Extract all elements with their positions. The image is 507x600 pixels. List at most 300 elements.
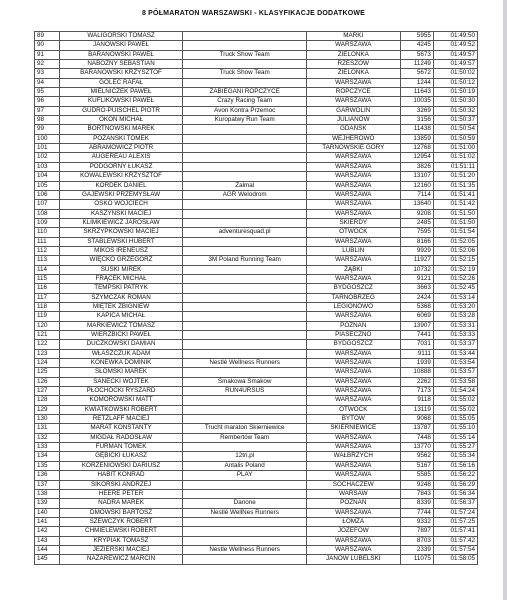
bib-number-cell: 9118 xyxy=(400,396,433,405)
runner-name-cell: MARAT KONSTANTY xyxy=(59,424,183,433)
place-cell: 100 xyxy=(35,134,60,143)
table-row xyxy=(35,265,478,274)
bib-number-cell: 13119 xyxy=(400,405,433,414)
city-cell: BYDGOSZCZ xyxy=(307,284,401,293)
runner-name-cell: NABOŻNY SEBASTIAN xyxy=(59,60,183,69)
finish-time-cell: 01:58:05 xyxy=(433,555,477,564)
bib-number-cell: 13640 xyxy=(400,200,433,209)
city-cell: BYTÓW xyxy=(307,415,401,424)
table-row xyxy=(35,517,478,526)
team-cell xyxy=(183,200,307,209)
city-cell: ZĄBKI xyxy=(307,265,401,274)
city-cell: WARSZAWA xyxy=(307,508,401,517)
table-row xyxy=(35,377,478,386)
team-cell xyxy=(183,368,307,377)
finish-time-cell: 01:51:20 xyxy=(433,172,477,181)
team-cell: 3M Poland Running Team xyxy=(183,256,307,265)
runner-name-cell: GAJEWSKI PRZEMYSŁAW xyxy=(59,190,183,199)
finish-time-cell: 01:52:15 xyxy=(433,256,477,265)
team-cell: Nestlé Wellness Runners xyxy=(183,359,307,368)
city-cell: POZNAŃ xyxy=(307,499,401,508)
team-cell xyxy=(183,349,307,358)
team-cell: PLAY xyxy=(183,471,307,480)
team-cell xyxy=(183,265,307,274)
table-row xyxy=(35,302,478,311)
table-row xyxy=(35,321,478,330)
runner-name-cell: MARKIEWICZ TOMASZ xyxy=(59,321,183,330)
table-row xyxy=(35,162,478,171)
table-row xyxy=(35,471,478,480)
finish-time-cell: 01:55:02 xyxy=(433,396,477,405)
bib-number-cell: 5955 xyxy=(400,32,433,41)
bib-number-cell: 2485 xyxy=(400,218,433,227)
city-cell: WARSZAWA xyxy=(307,377,401,386)
city-cell: WARSZAWA xyxy=(307,78,401,87)
bib-number-cell: 11643 xyxy=(400,88,433,97)
city-cell: WARSZAWA xyxy=(307,190,401,199)
city-cell: JÓZEFÓW xyxy=(307,527,401,536)
city-cell: WARSZAWA xyxy=(307,396,401,405)
bib-number-cell: 10732 xyxy=(400,265,433,274)
place-cell: 128 xyxy=(35,396,60,405)
finish-time-cell: 01:50:32 xyxy=(433,106,477,115)
table-row xyxy=(35,256,478,265)
city-cell: TARNOBRZEG xyxy=(307,293,401,302)
runner-name-cell: NAZAREWICZ MARCIN xyxy=(59,555,183,564)
finish-time-cell: 01:56:22 xyxy=(433,471,477,480)
city-cell: SKIERDY xyxy=(307,218,401,227)
team-cell: Truck Show Team xyxy=(183,69,307,78)
team-cell: AGR Welodrom xyxy=(183,190,307,199)
table-row xyxy=(35,60,478,69)
team-cell xyxy=(183,293,307,302)
table-row xyxy=(35,359,478,368)
team-cell xyxy=(183,480,307,489)
city-cell: WARSZAWA xyxy=(307,387,401,396)
finish-time-cell: 01:49:57 xyxy=(433,50,477,59)
finish-time-cell: 01:50:37 xyxy=(433,116,477,125)
bib-number-cell: 3826 xyxy=(400,162,433,171)
team-cell xyxy=(183,555,307,564)
runner-name-cell: WIĘCKO GRZEGORZ xyxy=(59,256,183,265)
bib-number-cell: 3663 xyxy=(400,284,433,293)
team-cell: Antalis Poland xyxy=(183,461,307,470)
team-cell xyxy=(183,153,307,162)
city-cell: WARSZAWA xyxy=(307,274,401,283)
team-cell: Rembertów Team xyxy=(183,433,307,442)
city-cell: WARSZAWA xyxy=(307,359,401,368)
viewer-scrollbar[interactable] xyxy=(503,0,507,600)
finish-time-cell: 01:50:59 xyxy=(433,134,477,143)
table-row xyxy=(35,387,478,396)
finish-time-cell: 01:51:02 xyxy=(433,153,477,162)
team-cell: ZABIEGANI ROPCZYCE xyxy=(183,88,307,97)
runner-name-cell: KWIATKOWSKI ROBERT xyxy=(59,405,183,414)
place-cell: 106 xyxy=(35,190,60,199)
runner-name-cell: KAPICA MICHAŁ xyxy=(59,312,183,321)
city-cell: WARSZAWA xyxy=(307,545,401,554)
table-row xyxy=(35,274,478,283)
team-cell: Smakowa Smakow xyxy=(183,377,307,386)
runner-name-cell: GUDRO-PUISCHEL PIOTR xyxy=(59,106,183,115)
city-cell: MARKI xyxy=(307,32,401,41)
runner-name-cell: PŁOCHOCKI RYSZARD xyxy=(59,387,183,396)
runner-name-cell: GĘBICKI ŁUKASZ xyxy=(59,452,183,461)
place-cell: 142 xyxy=(35,527,60,536)
team-cell xyxy=(183,489,307,498)
table-row xyxy=(35,331,478,340)
place-cell: 134 xyxy=(35,452,60,461)
table-row xyxy=(35,443,478,452)
runner-name-cell: KRYPIAK TOMASZ xyxy=(59,536,183,545)
finish-time-cell: 01:56:34 xyxy=(433,489,477,498)
table-row xyxy=(35,50,478,59)
team-cell: Nestle Wellness Runners xyxy=(183,545,307,554)
table-row xyxy=(35,461,478,470)
table-row xyxy=(35,246,478,255)
city-cell: POZNAŃ xyxy=(307,321,401,330)
table-row xyxy=(35,228,478,237)
bib-number-cell: 7744 xyxy=(400,508,433,517)
table-row xyxy=(35,78,478,87)
finish-time-cell: 01:51:35 xyxy=(433,181,477,190)
place-cell: 113 xyxy=(35,256,60,265)
table-row xyxy=(35,237,478,246)
place-cell: 114 xyxy=(35,265,60,274)
team-cell: Truck Show Team xyxy=(183,50,307,59)
team-cell: Danone xyxy=(183,499,307,508)
place-cell: 95 xyxy=(35,88,60,97)
team-cell xyxy=(183,246,307,255)
runner-name-cell: HABIT KONRAD xyxy=(59,471,183,480)
runner-name-cell: MIKOS IRENEUSZ xyxy=(59,246,183,255)
team-cell xyxy=(183,331,307,340)
table-row xyxy=(35,116,478,125)
runner-name-cell: DUCZKOWSKI DAMIAN xyxy=(59,340,183,349)
table-row xyxy=(35,41,478,50)
city-cell: LUBLIN xyxy=(307,246,401,255)
city-cell: TARNOWSKIE GÓRY xyxy=(307,144,401,153)
city-cell: WEJHEROWO xyxy=(307,134,401,143)
runner-name-cell: SKRZYPKOWSKI MACIEJ xyxy=(59,228,183,237)
runner-name-cell: MIGDAŁ RADOSŁAW xyxy=(59,433,183,442)
place-cell: 109 xyxy=(35,218,60,227)
place-cell: 118 xyxy=(35,302,60,311)
bib-number-cell: 6069 xyxy=(400,312,433,321)
table-row xyxy=(35,218,478,227)
team-cell: Żalmal xyxy=(183,181,307,190)
city-cell: WARSZAWA xyxy=(307,433,401,442)
finish-time-cell: 01:50:30 xyxy=(433,97,477,106)
team-cell xyxy=(183,527,307,536)
team-cell xyxy=(183,536,307,545)
runner-name-cell: FURMAN TOMEK xyxy=(59,443,183,452)
team-cell xyxy=(183,274,307,283)
table-row xyxy=(35,293,478,302)
table-row xyxy=(35,144,478,153)
bib-number-cell: 8166 xyxy=(400,237,433,246)
place-cell: 115 xyxy=(35,274,60,283)
table-row xyxy=(35,200,478,209)
bib-number-cell: 11927 xyxy=(400,256,433,265)
place-cell: 124 xyxy=(35,359,60,368)
place-cell: 102 xyxy=(35,153,60,162)
table-row xyxy=(35,396,478,405)
city-cell: LEGIONOWO xyxy=(307,302,401,311)
finish-time-cell: 01:53:33 xyxy=(433,331,477,340)
place-cell: 140 xyxy=(35,508,60,517)
table-row xyxy=(35,284,478,293)
runner-name-cell: OKON MICHAŁ xyxy=(59,116,183,125)
runner-name-cell: MIELNICZEK PAWEŁ xyxy=(59,88,183,97)
bib-number-cell: 1939 xyxy=(400,359,433,368)
team-cell: adventuresquad.pl xyxy=(183,228,307,237)
city-cell: WARSZAWA xyxy=(307,172,401,181)
bib-number-cell: 2262 xyxy=(400,377,433,386)
place-cell: 139 xyxy=(35,499,60,508)
bib-number-cell: 9111 xyxy=(400,349,433,358)
team-cell: RUN4URSUS xyxy=(183,387,307,396)
table-row xyxy=(35,545,478,554)
finish-time-cell: 01:54:24 xyxy=(433,387,477,396)
runner-name-cell: KOWALEWSKI KRZYSZTOF xyxy=(59,172,183,181)
bib-number-cell: 7897 xyxy=(400,527,433,536)
finish-time-cell: 01:49:50 xyxy=(433,32,477,41)
runner-name-cell: SANECKI WOJTEK xyxy=(59,377,183,386)
team-cell: Trucht maraton Skierniewice xyxy=(183,424,307,433)
runner-name-cell: KORDEK DANIEL xyxy=(59,181,183,190)
finish-time-cell: 01:53:37 xyxy=(433,340,477,349)
place-cell: 145 xyxy=(35,555,60,564)
bib-number-cell: 9332 xyxy=(400,517,433,526)
runner-name-cell: JEZIERSKI MACIEJ xyxy=(59,545,183,554)
table-row xyxy=(35,69,478,78)
runner-name-cell: OŚKO WOJCIECH xyxy=(59,200,183,209)
finish-time-cell: 01:50:19 xyxy=(433,88,477,97)
finish-time-cell: 01:55:02 xyxy=(433,405,477,414)
city-cell: WARSZAWA xyxy=(307,41,401,50)
bib-number-cell: 9208 xyxy=(400,209,433,218)
bib-number-cell: 9562 xyxy=(400,452,433,461)
table-row xyxy=(35,209,478,218)
bib-number-cell: 9121 xyxy=(400,274,433,283)
place-cell: 127 xyxy=(35,387,60,396)
bib-number-cell: 3269 xyxy=(400,106,433,115)
finish-time-cell: 01:52:26 xyxy=(433,274,477,283)
place-cell: 94 xyxy=(35,78,60,87)
city-cell: ROPCZYCE xyxy=(307,88,401,97)
team-cell xyxy=(183,60,307,69)
finish-time-cell: 01:55:05 xyxy=(433,415,477,424)
finish-time-cell: 01:57:42 xyxy=(433,536,477,545)
bib-number-cell: 10035 xyxy=(400,97,433,106)
bib-number-cell: 7173 xyxy=(400,387,433,396)
results-table-body xyxy=(35,32,478,565)
bib-number-cell: 5585 xyxy=(400,471,433,480)
bib-number-cell: 13787 xyxy=(400,424,433,433)
finish-time-cell: 01:53:58 xyxy=(433,377,477,386)
runner-name-cell: KUFLIKOWSKI PAWEŁ xyxy=(59,97,183,106)
place-cell: 133 xyxy=(35,443,60,452)
table-row xyxy=(35,125,478,134)
runner-name-cell: ABRAMOWICZ PIOTR xyxy=(59,144,183,153)
runner-name-cell: BARANOWSKI PAWEŁ xyxy=(59,50,183,59)
team-cell xyxy=(183,517,307,526)
finish-time-cell: 01:55:34 xyxy=(433,452,477,461)
runner-name-cell: WŁASZCZUK ADAM xyxy=(59,349,183,358)
place-cell: 123 xyxy=(35,349,60,358)
city-cell: WARSZAWA xyxy=(307,237,401,246)
table-row xyxy=(35,405,478,414)
place-cell: 112 xyxy=(35,246,60,255)
runner-name-cell: FRĄCEK MICHAŁ xyxy=(59,274,183,283)
city-cell: WARSZAWA xyxy=(307,368,401,377)
runner-name-cell: BARANOWSKI KRZYSZTOF xyxy=(59,69,183,78)
city-cell: PIASECZNO xyxy=(307,331,401,340)
runner-name-cell: STABLEWSKI HUBERT xyxy=(59,237,183,246)
bib-number-cell: 11249 xyxy=(400,60,433,69)
table-row xyxy=(35,424,478,433)
runner-name-cell: JANOWSKI PAWEŁ xyxy=(59,41,183,50)
city-cell: WARSZAWA xyxy=(307,162,401,171)
bib-number-cell: 7441 xyxy=(400,331,433,340)
table-row xyxy=(35,181,478,190)
bib-number-cell: 2424 xyxy=(400,293,433,302)
table-row xyxy=(35,452,478,461)
team-cell: 12tri.pl xyxy=(183,452,307,461)
place-cell: 93 xyxy=(35,69,60,78)
runner-name-cell: NADRA MAREK xyxy=(59,499,183,508)
bib-number-cell: 3156 xyxy=(400,116,433,125)
city-cell: SKIERNIEWICE xyxy=(307,424,401,433)
finish-time-cell: 01:53:54 xyxy=(433,359,477,368)
bib-number-cell: 7114 xyxy=(400,190,433,199)
city-cell: WARSAW xyxy=(307,489,401,498)
place-cell: 138 xyxy=(35,489,60,498)
table-row xyxy=(35,536,478,545)
table-row xyxy=(35,527,478,536)
finish-time-cell: 01:51:41 xyxy=(433,190,477,199)
finish-time-cell: 01:51:54 xyxy=(433,228,477,237)
bib-number-cell: 9248 xyxy=(400,480,433,489)
place-cell: 91 xyxy=(35,50,60,59)
place-cell: 97 xyxy=(35,106,60,115)
finish-time-cell: 01:53:57 xyxy=(433,368,477,377)
city-cell: OTWOCK xyxy=(307,405,401,414)
team-cell xyxy=(183,162,307,171)
place-cell: 144 xyxy=(35,545,60,554)
city-cell: JANÓW LUBELSKI xyxy=(307,555,401,564)
place-cell: 132 xyxy=(35,433,60,442)
bib-number-cell: 10888 xyxy=(400,368,433,377)
team-cell xyxy=(183,321,307,330)
city-cell: WARSZAWA xyxy=(307,181,401,190)
finish-time-cell: 01:52:45 xyxy=(433,284,477,293)
runner-name-cell: POZANSKI TOMEK xyxy=(59,134,183,143)
city-cell: RZESZÓW xyxy=(307,60,401,69)
finish-time-cell: 01:55:27 xyxy=(433,443,477,452)
bib-number-cell: 13859 xyxy=(400,134,433,143)
runner-name-cell: PODGÓRNY ŁUKASZ xyxy=(59,162,183,171)
document-title: 8 PÓŁMARATON WARSZAWSKI - KLASYFIKACJE DODATKOWE xyxy=(141,10,366,17)
finish-time-cell: 01:51:50 xyxy=(433,209,477,218)
place-cell: 126 xyxy=(35,377,60,386)
finish-time-cell: 01:53:31 xyxy=(433,321,477,330)
table-row xyxy=(35,480,478,489)
runner-name-cell: SIKORSKI ANDRZEJ xyxy=(59,480,183,489)
city-cell: SOCHACZEW xyxy=(307,480,401,489)
results-table xyxy=(34,31,478,565)
table-row xyxy=(35,106,478,115)
team-cell xyxy=(183,405,307,414)
city-cell: ZIELONKA xyxy=(307,50,401,59)
city-cell: WARSZAWA xyxy=(307,153,401,162)
bib-number-cell: 11438 xyxy=(400,125,433,134)
finish-time-cell: 01:53:28 xyxy=(433,312,477,321)
finish-time-cell: 01:50:12 xyxy=(433,78,477,87)
table-row xyxy=(35,499,478,508)
city-cell: JULIANÓW xyxy=(307,116,401,125)
city-cell: GARWOLIN xyxy=(307,106,401,115)
bib-number-cell: 5672 xyxy=(400,69,433,78)
team-cell xyxy=(183,32,307,41)
city-cell: WARSZAWA xyxy=(307,312,401,321)
team-cell xyxy=(183,340,307,349)
city-cell: OTWOCK xyxy=(307,228,401,237)
city-cell: GDAŃSK xyxy=(307,125,401,134)
city-cell: ŁOMŻA xyxy=(307,517,401,526)
team-cell xyxy=(183,41,307,50)
city-cell: WARSZAWA xyxy=(307,471,401,480)
runner-name-cell: KOMOROWSKI MATT xyxy=(59,396,183,405)
table-row xyxy=(35,415,478,424)
finish-time-cell: 01:56:37 xyxy=(433,499,477,508)
table-row xyxy=(35,555,478,564)
runner-name-cell: AUGEREAU ALEXIS xyxy=(59,153,183,162)
place-cell: 99 xyxy=(35,125,60,134)
finish-time-cell: 01:51:11 xyxy=(433,162,477,171)
bib-number-cell: 2339 xyxy=(400,545,433,554)
finish-time-cell: 01:50:54 xyxy=(433,125,477,134)
bib-number-cell: 9929 xyxy=(400,246,433,255)
runner-name-cell: DMOWSKI BARTOSZ xyxy=(59,508,183,517)
city-cell: BYDGOSZCZ xyxy=(307,340,401,349)
runner-name-cell: KLIMKIEWICZ JAROSŁAW xyxy=(59,218,183,227)
place-cell: 129 xyxy=(35,405,60,414)
city-cell: WARSZAWA xyxy=(307,349,401,358)
runner-name-cell: SZEWCZYK ROBERT xyxy=(59,517,183,526)
bib-number-cell: 12160 xyxy=(400,181,433,190)
bib-number-cell: 13107 xyxy=(400,172,433,181)
place-cell: 120 xyxy=(35,321,60,330)
place-cell: 141 xyxy=(35,517,60,526)
place-cell: 136 xyxy=(35,471,60,480)
place-cell: 117 xyxy=(35,293,60,302)
finish-time-cell: 01:53:44 xyxy=(433,349,477,358)
place-cell: 111 xyxy=(35,237,60,246)
finish-time-cell: 01:51:00 xyxy=(433,144,477,153)
team-cell xyxy=(183,144,307,153)
place-cell: 90 xyxy=(35,41,60,50)
team-cell: Avon Kontra Przemoc xyxy=(183,106,307,115)
table-row xyxy=(35,508,478,517)
team-cell: Nestlé WellNes Runners xyxy=(183,508,307,517)
bib-number-cell: 12768 xyxy=(400,144,433,153)
finish-time-cell: 01:55:10 xyxy=(433,424,477,433)
place-cell: 119 xyxy=(35,312,60,321)
city-cell: WARSZAWA xyxy=(307,97,401,106)
place-cell: 105 xyxy=(35,181,60,190)
